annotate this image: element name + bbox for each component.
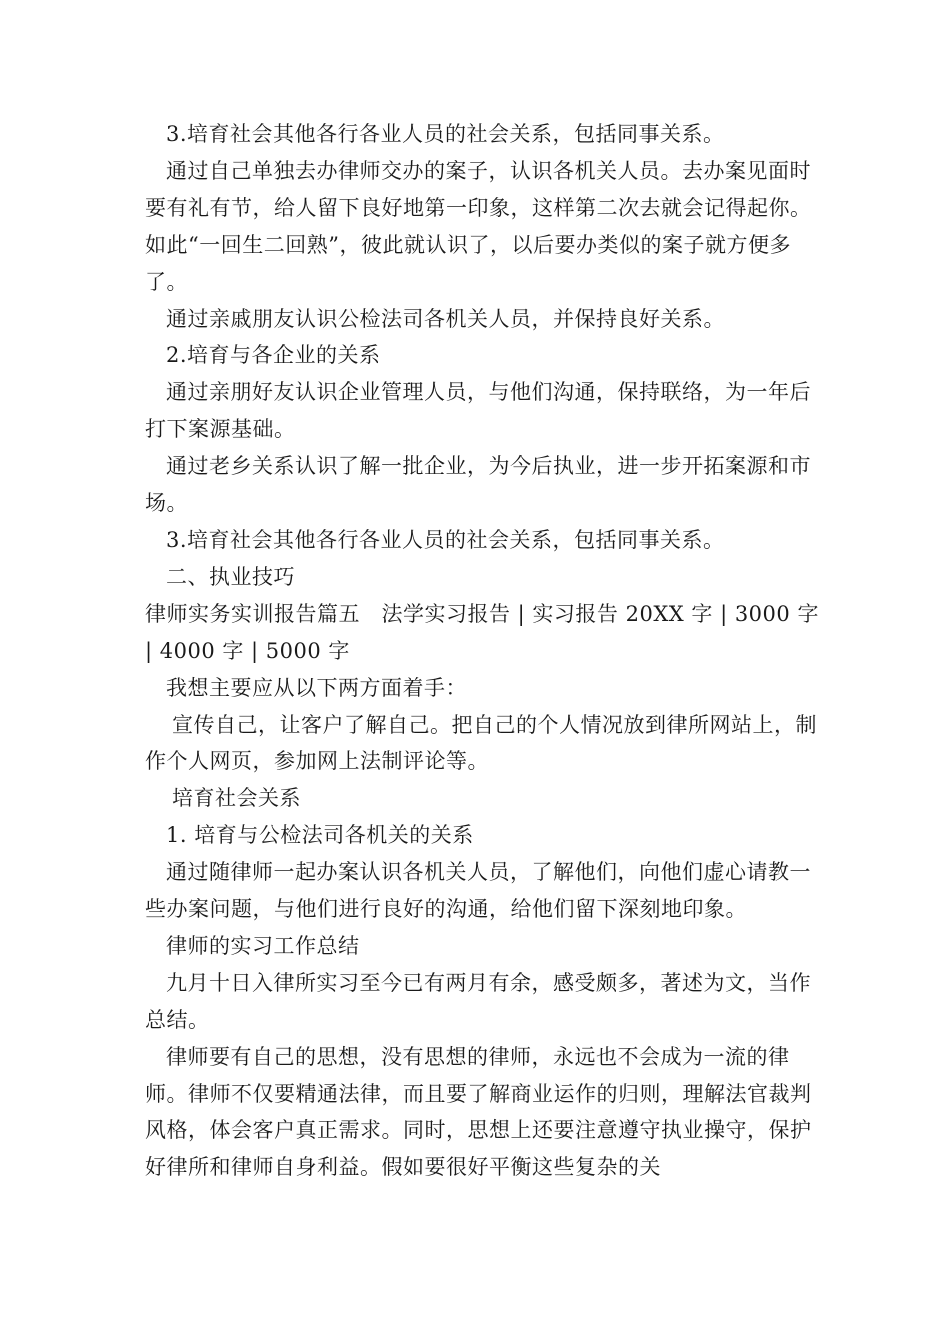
article-title: 律师实务实训报告篇五 法学实习报告 | 实习报告 20XX 字 | 3000 字 | 4000 字 | 5000 字 [145, 601, 819, 663]
paragraph: 通过随律师一起办案认识各机关人员，了解他们，向他们虚心请教一些办案问题，与他们进行良好的沟通，给他们留下深刻地印象。 [145, 860, 811, 922]
paragraph: 通过自己单独去办律师交办的案子，认识各机关人员。去办案见面时要有礼有节，给人留下良好地第一印象，这样第二次去就会记得起你。如此“一回生二回熟”，彼此就认识了，以后要办类似的案子就方便多了。 [145, 158, 812, 294]
paragraph: 3.培育社会其他各行各业人员的社会关系，包括同事关系。 [166, 122, 725, 146]
paragraph: 九月十日入律所实习至今已有两月有余，感受颇多，著述为文，当作总结。 [145, 970, 811, 1032]
paragraph: 通过亲朋好友认识企业管理人员，与他们沟通，保持联络，为一年后打下案源基础。 [145, 380, 811, 442]
section-heading: 1. 培育与公检法司各机关的关系 [166, 823, 474, 848]
section-heading: 培育社会关系 [172, 786, 301, 811]
paragraph: 3.培育社会其他各行各业人员的社会关系，包括同事关系。 [166, 527, 725, 552]
document-body [145, 116, 825, 1186]
paragraph: 通过老乡关系认识了解一批企业，为今后执业，进一步开拓案源和市场。 [145, 454, 811, 516]
paragraph: 宣传自己，让客户了解自己。把自己的个人情况放到律所网站上，制作个人网页，参加网上法制评论等。 [145, 712, 817, 774]
section-heading: 二、执业技巧 [166, 564, 295, 589]
section-heading: 2.培育与各企业的关系 [166, 343, 381, 368]
section-heading: 律师的实习工作总结 [166, 933, 360, 958]
paragraph: 我想主要应从以下两方面着手： [166, 675, 467, 700]
paragraph: 通过亲戚朋友认识公检法司各机关人员，并保持良好关系。 [166, 306, 725, 331]
paragraph: 律师要有自己的思想，没有思想的律师，永远也不会成为一流的律师。律师不仅要精通法律，而且要了解商业运作的归则，理解法官裁判风格，体会客户真正需求。同时，思想上还要注意遵守执业操守，保护好律所和律师自身利益。假如要很好平衡这些复杂的关 [145, 1044, 812, 1180]
